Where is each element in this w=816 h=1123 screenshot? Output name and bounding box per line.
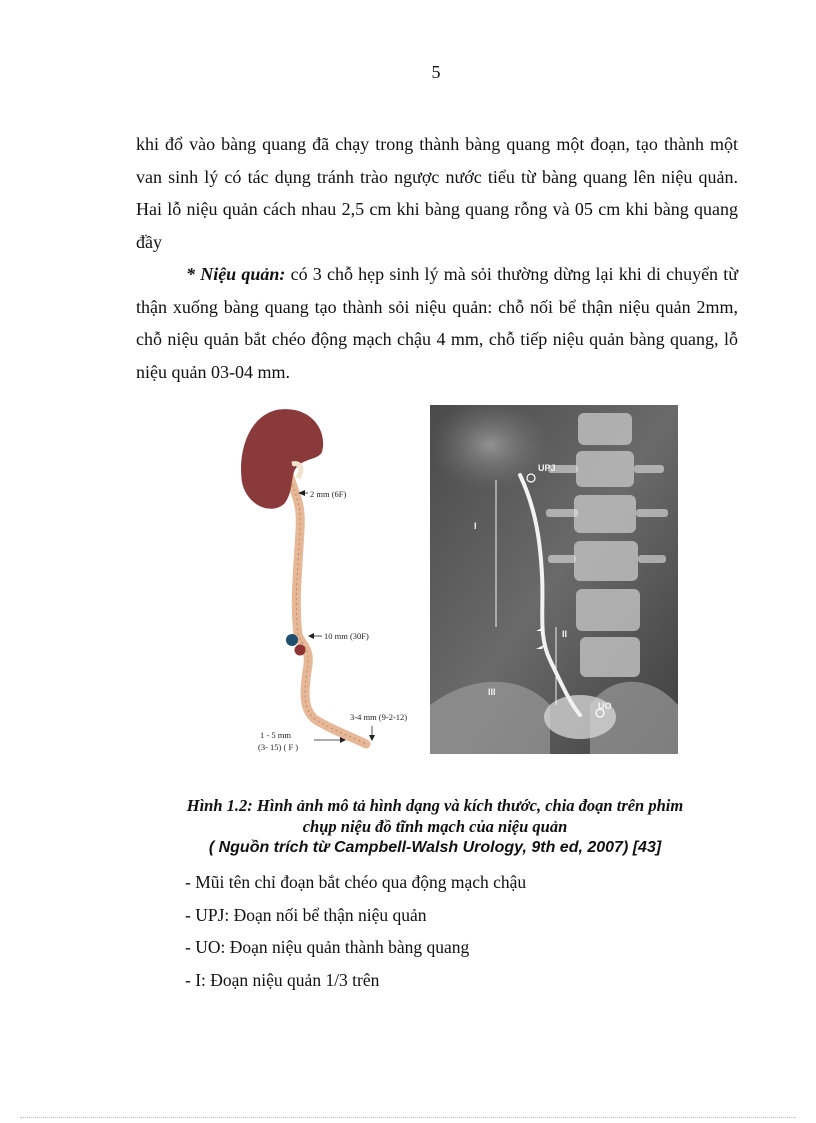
text-line: một van sinh lý có tác dụng tránh trào ngược nước tiểu từ bàng quang lên niệu [136,134,739,187]
label-segment-1: I [474,521,477,531]
text-line: quản. Hai lỗ niệu quản cách nhau 2,5 cm khi bàng quang rỗng và 05 cm khi [136,166,739,219]
urogram-xray [430,405,678,754]
label-upj: UPJ [538,463,556,473]
caption-source: ( Nguồn trích từ Campbell-Walsh Urology, 9th ed, 2007) [43] [208,839,662,856]
label-orifice-f: (3- 15) ( F ) [258,742,299,752]
label-upj-size: 2 mm (6F) [310,489,347,499]
page-bottom-rule [20,1117,796,1118]
ureter-tube [288,470,366,744]
paragraph-bladder [136,128,738,258]
page-number: 5 [431,62,441,82]
spine [574,413,640,677]
iliac-vein [295,645,306,656]
label-segment-2: II [562,629,568,639]
iliac-artery [286,634,298,646]
label-orifice-mm: 1 - 5 mm [260,730,291,740]
label-segment-3: III [488,687,496,697]
term-ureter: * Niệu quản: [186,264,286,284]
paragraph-text: có 3 chỗ hẹp sinh lý mà sỏi thường dừng lại khi di chuyển từ thận xuống bàng quang tạo thành sỏi niệu quản: chỗ nối bể thận niệu quản 2mm, chỗ niệu quản bắt chéo động mạch chậu 4 mm, chỗ tiếp niệu quản bàng quang, lỗ niệu quản 03-04 mm. [136,264,739,382]
note-item: - Mũi tên chỉ đoạn bắt chéo qua động mạch chậu [185,872,527,892]
ureter-diagram [232,400,428,760]
note-item: - UO: Đoạn niệu quản thành bàng quang [185,937,470,957]
text-line: bàng quang đầy [136,199,739,252]
caption-line-1: Hình 1.2: Hình ảnh mô tả hình dạng và kích thước, chia đoạn trên phim [186,796,684,815]
body-text [136,128,738,388]
note-item: - UPJ: Đoạn nối bể thận niệu quản [185,904,427,925]
text-line: khi đổ vào bàng quang đã chạy trong thành bàng quang một đoạn, tạo thành [136,134,704,154]
figure-caption [100,795,770,858]
paragraph-ureter [136,258,738,388]
label-iliac-size: 10 mm (30F) [324,631,369,641]
label-uvj-size: 3-4 mm (9-2-12) [350,712,408,722]
note-item: - I: Đoạn niệu quản 1/3 trên [185,969,380,990]
caption-line-2: chụp niệu đồ tĩnh mạch của niệu quản [302,817,568,836]
label-uo: UO [598,701,612,711]
figure-notes [185,866,526,996]
